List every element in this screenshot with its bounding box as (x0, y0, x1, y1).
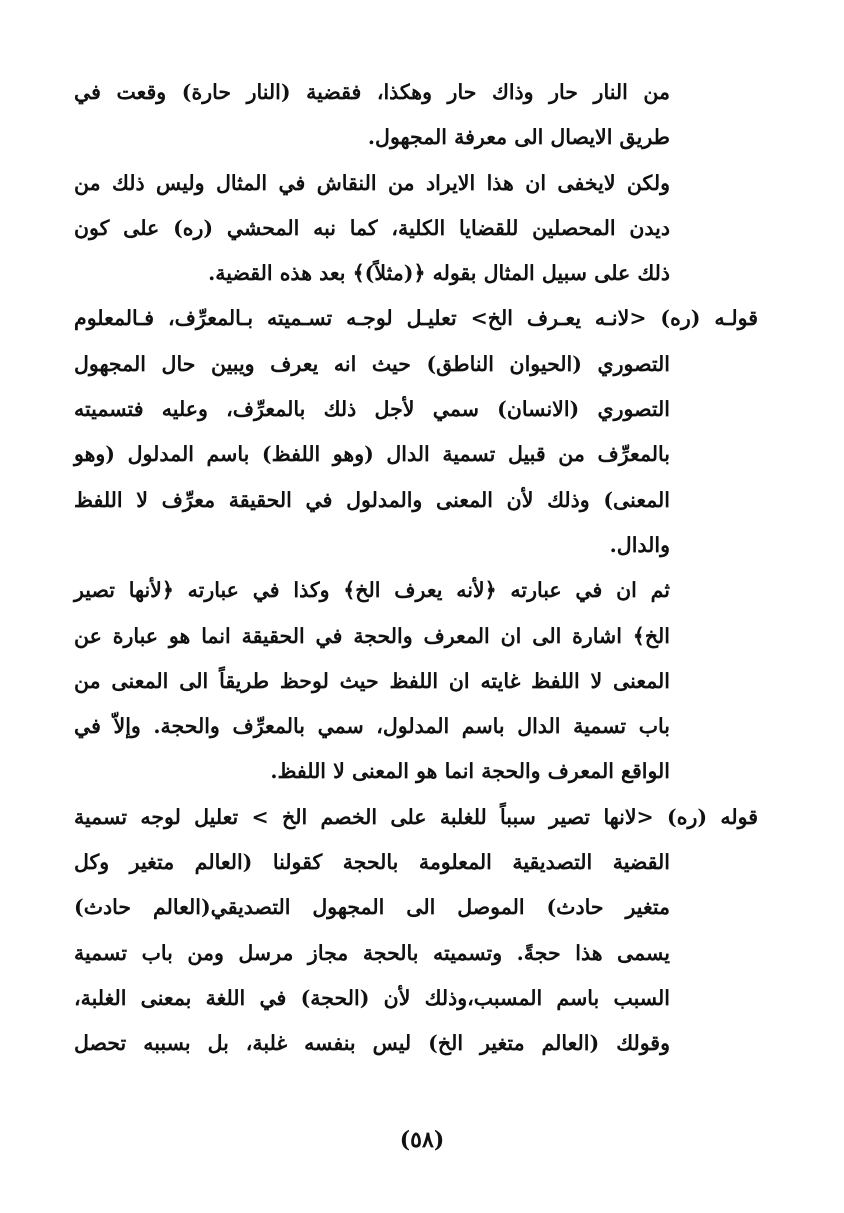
text-line: وقولك (العالم متغير الخ) ليس بنفسه غلبة، بل بسببه تحصل (74, 1031, 671, 1056)
text-line: يسمى هذا حجةً. وتسميته بالحجة مجاز مرسل ومن باب تسمية (74, 940, 670, 965)
text-line: والدال. (609, 532, 670, 557)
text-line: قوله (ره) <لانها تصير سبباً للغلبة على الخصم الخ > تعليل لوجه تسمية (74, 804, 758, 829)
text-line: المعنى لا اللفظ غايته ان اللفظ حيث لوحظ طريقاً الى المعنى من (74, 668, 670, 693)
text-line: باب تسمية الدال باسم المدلول، سمي بالمعرِّف والحجة. وإلاّ في (74, 714, 670, 739)
text-line: القضية التصديقية المعلومة بالحجة كقولنا (العالم متغير وكل (74, 850, 670, 875)
text-line: ثم ان في عبارته ﴿لأنه يعرف الخ﴾ وكذا في عبارته ﴿لأنها تصير (74, 578, 670, 603)
text-line: قولـه (ره) <لانـه يعـرف الخ> تعليـل لوجـه تسـميته بـالمعرِّف، فـالمعلوم (74, 306, 758, 331)
body-text (74, 70, 758, 1067)
page-number: (٥٨) (399, 1127, 445, 1153)
text-line: متغير حادث) الموصل الى المجهول التصديقي(العالم حادث) (74, 895, 670, 920)
text-line: المعنى) وذلك لأن المعنى والمدلول في الحقيقة معرِّف لا اللفظ (74, 487, 670, 512)
text-line: الخ﴾ اشارة الى ان المعرف والحجة في الحقيقة انما هو عبارة عن (74, 623, 670, 648)
text-line: بالمعرِّف من قبيل تسمية الدال (وهو اللفظ) باسم المدلول (وهو (74, 442, 670, 467)
text-line: من النار حار وذاك حار وهكذا، فقضية (النار حارة) وقعت في (74, 80, 670, 104)
text-line: التصوري (الانسان) سمي لأجل ذلك بالمعرِّف، وعليه فتسميته (74, 397, 670, 422)
text-line: ذلك على سبيل المثال بقوله ﴿(مثلاً)﴾ بعد هذه القضية. (208, 261, 670, 286)
text-line: طريق الايصال الى معرفة المجهول. (367, 125, 670, 150)
text-line: الواقع المعرف والحجة انما هو المعنى لا اللفظ. (270, 759, 670, 784)
text-line: السبب باسم المسبب،وذلك لأن (الحجة) في اللغة بمعنى الغلبة، (74, 985, 670, 1010)
text-line: ولكن لايخفى ان هذا الايراد من النقاش في المثال وليس ذلك من (74, 170, 670, 195)
text-line: التصوري (الحيوان الناطق) حيث انه يعرف ويبين حال المجهول (74, 351, 670, 376)
text-line: ديدن المحصلين للقضايا الكلية، كما نبه المحشي (ره) على كون (74, 215, 670, 240)
